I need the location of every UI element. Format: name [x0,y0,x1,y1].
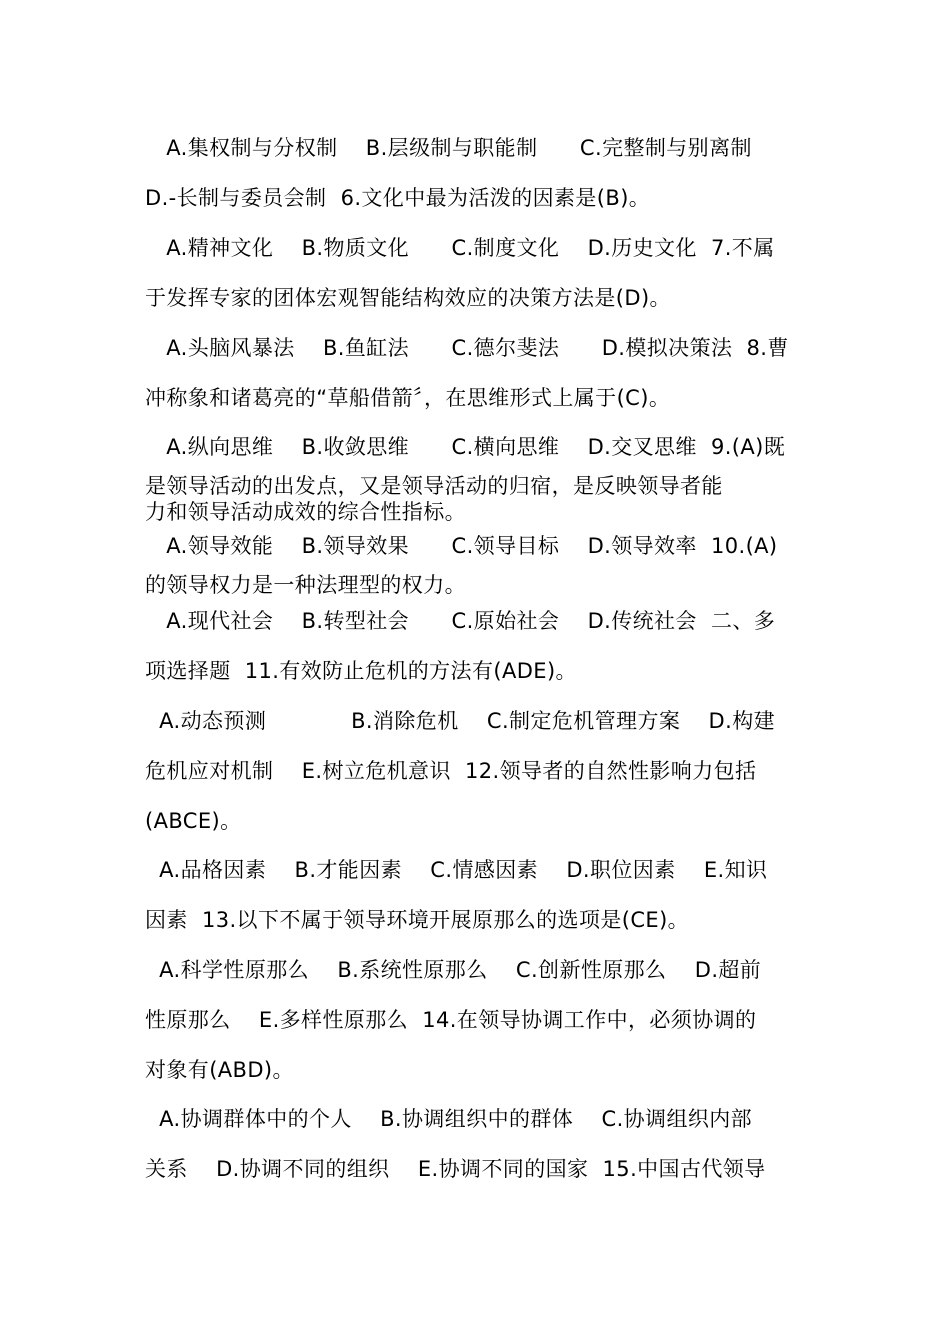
text-line-9: 力和领导活动成效的综合性指标。 [145,500,466,524]
text-line-13: 项选择题 11.有效防止危机的方法有(ADE)。 [145,659,577,683]
text-line-14: A.动态预测 B.消除危机 C.制定危机管理方案 D.构建 [145,709,775,733]
text-line-15: 危机应对机制 E.树立危机意识 12.领导者的自然性影响力包括 [145,759,757,783]
text-line-2: D.-长制与委员会制 6.文化中最为活泼的因素是(B)。 [145,186,651,210]
text-line-12: A.现代社会 B.转型社会 C.原始社会 D.传统社会 二、多 [145,609,776,633]
text-line-19: A.科学性原那么 B.系统性原那么 C.创新性原那么 D.超前 [145,958,762,982]
text-line-4: 于发挥专家的团体宏观智能结构效应的决策方法是(D)。 [145,286,671,310]
text-line-11: 的领导权力是一种法理型的权力。 [145,573,466,597]
text-line-10: A.领导效能 B.领导效果 C.领导目标 D.领导效率 10.(A) [145,534,778,558]
text-line-6: 冲称象和诸葛亮的“草船借箭〞，在思维形式上属于(C)。 [145,386,671,410]
text-line-16: (ABCE)。 [145,809,242,833]
text-line-3: A.精神文化 B.物质文化 C.制度文化 D.历史文化 7.不属 [145,236,775,260]
text-line-23: 关系 D.协调不同的组织 E.协调不同的国家 15.中国古代领导 [145,1157,766,1181]
text-line-1: A.集权制与分权制 B.层级制与职能制 C.完整制与别离制 [145,136,752,160]
text-line-18: 因素 13.以下不属于领导环境开展原那么的选项是(CE)。 [145,908,690,932]
text-line-8: 是领导活动的出发点，又是领导活动的归宿，是反映领导者能 [145,474,723,498]
text-line-17: A.品格因素 B.才能因素 C.情感因素 D.职位因素 E.知识 [145,858,768,882]
text-line-22: A.协调群体中的个人 B.协调组织中的群体 C.协调组织内部 [145,1107,753,1131]
text-line-20: 性原那么 E.多样性原那么 14.在领导协调工作中，必须协调的 [145,1008,757,1032]
text-line-7: A.纵向思维 B.收敛思维 C.横向思维 D.交叉思维 9.(A)既 [145,435,786,459]
text-line-5: A.头脑风暴法 B.鱼缸法 C.德尔斐法 D.模拟决策法 8.曹 [145,336,789,360]
text-line-21: 对象有(ABD)。 [145,1058,294,1082]
